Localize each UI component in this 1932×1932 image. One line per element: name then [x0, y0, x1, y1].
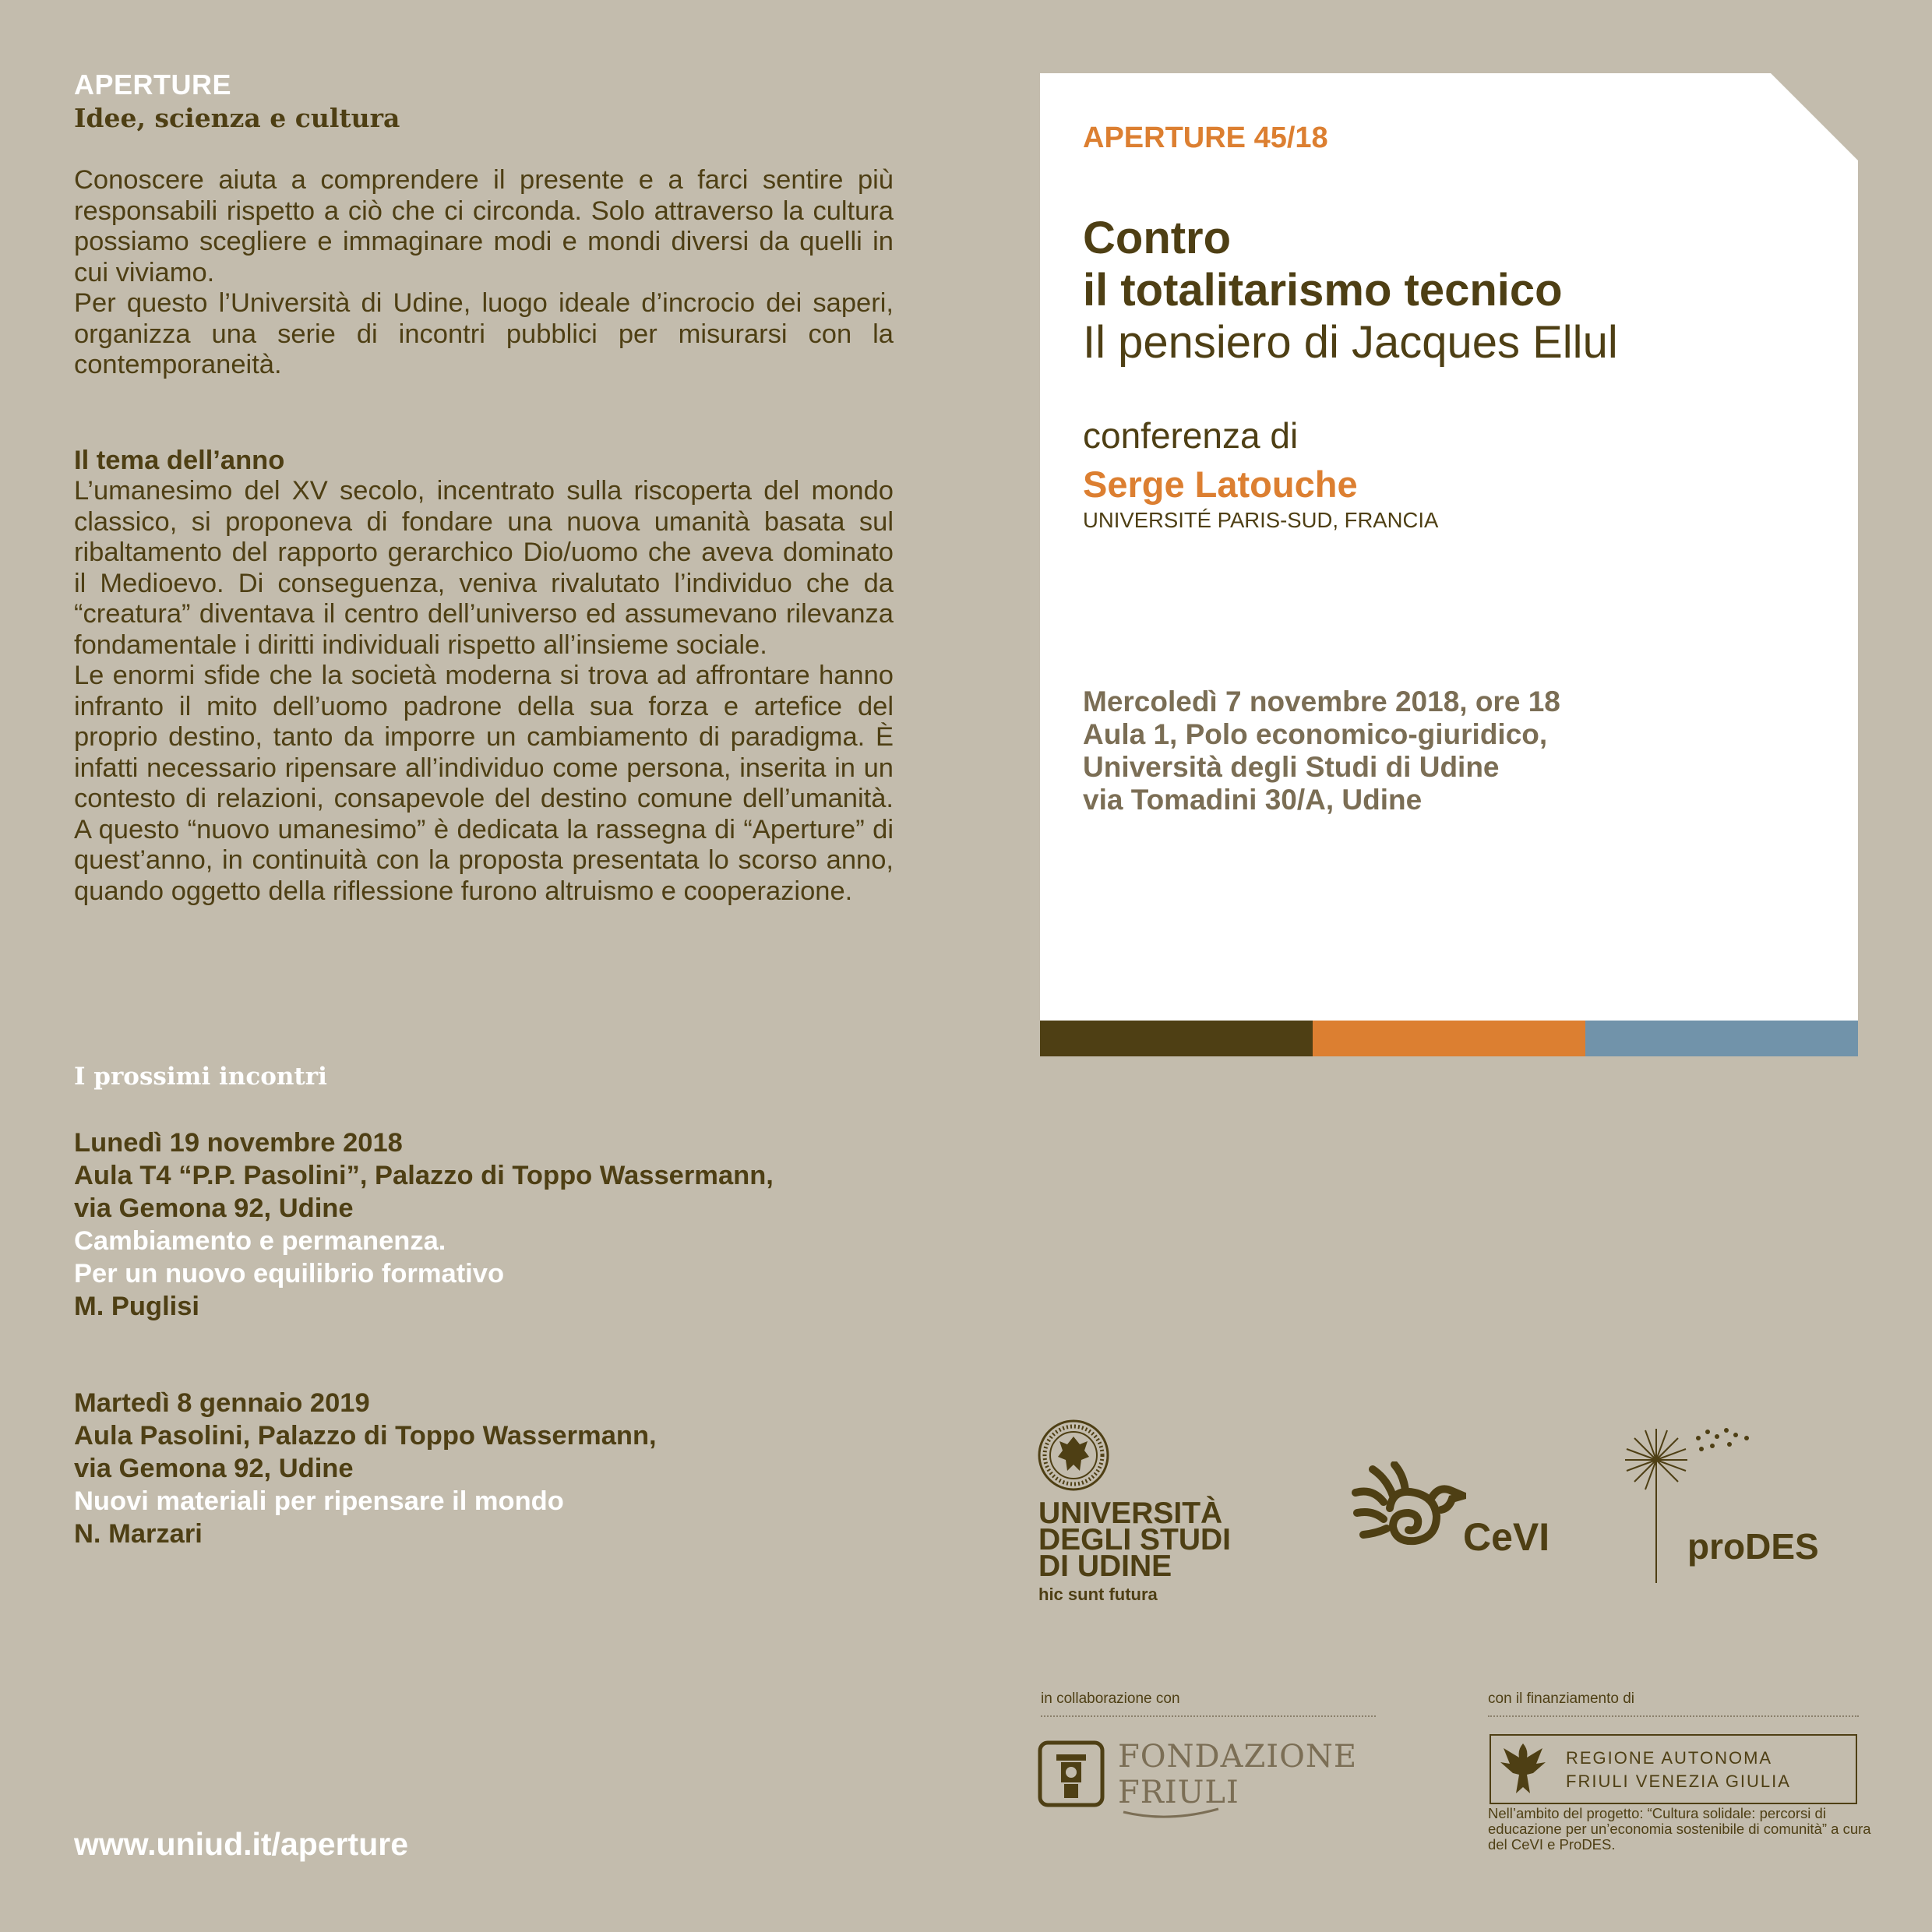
university-name-line: DEGLI STUDI	[1038, 1523, 1232, 1557]
speaker-affiliation: UNIVERSITÉ PARIS-SUD, FRANCIA	[1083, 508, 1439, 532]
event-date: Lunedì 19 novembre 2018	[74, 1128, 403, 1158]
series-title: APERTURE	[74, 69, 232, 100]
regione-name-line: REGIONE AUTONOMA	[1566, 1748, 1773, 1768]
event-card	[1040, 73, 1858, 1021]
regione-logo-text	[1566, 1747, 1791, 1793]
event-subtitle: Il pensiero di Jacques Ellul	[1083, 317, 1618, 368]
funding-label: con il finanziamento di	[1488, 1690, 1634, 1707]
event-speaker: N. Marzari	[74, 1519, 203, 1549]
fondazione-swoosh	[1122, 1806, 1223, 1823]
website-link[interactable]: www.uniud.it/aperture	[74, 1826, 408, 1862]
divider	[1488, 1715, 1859, 1717]
next-events-heading: I prossimi incontri	[74, 1063, 327, 1091]
color-bar-orange	[1313, 1021, 1585, 1056]
event-venue: Aula Pasolini, Palazzo di Toppo Wassermann,	[74, 1421, 657, 1451]
collaboration-label: in collaborazione con	[1041, 1690, 1180, 1707]
event-address: via Gemona 92, Udine	[74, 1193, 354, 1223]
eagle-icon	[1496, 1739, 1550, 1800]
series-subtitle: Idee, scienza e cultura	[74, 103, 400, 133]
regione-name-line: FRIULI VENEZIA GIULIA	[1566, 1772, 1791, 1791]
cevi-dove-hand-icon	[1349, 1461, 1466, 1555]
event-address: via Gemona 92, Udine	[74, 1454, 354, 1483]
event-institution: Università degli Studi di Udine	[1083, 751, 1500, 783]
university-motto: hic sunt futura	[1038, 1585, 1158, 1604]
color-bar-blue	[1585, 1021, 1858, 1056]
fondazione-name-line: FONDAZIONE	[1118, 1739, 1358, 1775]
event-item	[74, 1126, 774, 1323]
university-name-line: UNIVERSITÀ	[1038, 1497, 1223, 1530]
event-details	[1083, 686, 1560, 816]
event-address: via Tomadini 30/A, Udine	[1083, 784, 1423, 816]
cevi-logo-text: CeVI	[1463, 1515, 1550, 1559]
event-code: APERTURE 45/18	[1083, 122, 1328, 154]
event-title: Cambiamento e permanenza.	[74, 1226, 446, 1256]
color-bar-brown	[1040, 1021, 1313, 1056]
theme-paragraph: L’umanesimo del XV secolo, incentrato sulla riscoperta del mondo classico, si proponeva di fondare una nuova umanità basata sul ribaltamento del rapporto gerarchico Dio/uomo che aveva dominato il Medioevo. Di conseguenza, veniva rivalutato l’individuo che da “creatura” diventava il centro dell’universo ed assumevano rilevanza fondamentale i diritti individuali rispetto all’insieme sociale.	[74, 476, 894, 660]
fondazione-friuli-icon	[1038, 1740, 1105, 1807]
intro-text	[74, 165, 894, 381]
theme-heading: Il tema dell’anno	[74, 446, 285, 475]
event-title-line: il totalitarismo tecnico	[1083, 265, 1563, 316]
event-datetime: Mercoledì 7 novembre 2018, ore 18	[1083, 686, 1560, 717]
event-item	[74, 1387, 657, 1550]
event-title-line: Contro	[1083, 213, 1232, 263]
theme-paragraph: Le enormi sfide che la società moderna si trova ad affrontare hanno infranto il mito dell’uomo padrone della sua forza e artefice del proprio destino, tanto da imporre un cambiamento di paradigma. È infatti necessario ripensare all’individuo come persona, inserita in un contesto di relazioni, consapevole del destino comune dell’umanità. A questo “nuovo umanesimo” è dedicata la rassegna di “Aperture” di quest’anno, in continuità con la proposta presentata lo scorso anno, quando oggetto della riflessione furono altruismo e cooperazione.	[74, 661, 894, 906]
event-date: Martedì 8 gennaio 2019	[74, 1388, 370, 1418]
event-title: Per un nuovo equilibrio formativo	[74, 1259, 505, 1289]
event-speaker: M. Puglisi	[74, 1292, 200, 1321]
prodes-logo-text: proDES	[1687, 1526, 1819, 1567]
university-name-line: DI UDINE	[1038, 1549, 1172, 1583]
intro-paragraph: Conoscere aiuta a comprendere il presente e a farci sentire più responsabili rispetto a ciò che ci circonda. Solo attraverso la cultura possiamo scegliere e immaginare modi e mondi diversi da quelli in cui viviamo.	[74, 165, 894, 287]
conference-label: conferenza di	[1083, 415, 1299, 456]
speaker-name: Serge Latouche	[1083, 464, 1358, 505]
divider	[1041, 1715, 1376, 1717]
university-seal-icon	[1036, 1418, 1111, 1493]
event-venue: Aula 1, Polo economico-giuridico,	[1083, 718, 1548, 750]
fondazione-logo-text	[1118, 1739, 1357, 1810]
university-logo-text	[1038, 1497, 1232, 1583]
fondazione-name-line: FRIULI	[1118, 1775, 1239, 1810]
project-note: Nell’ambito del progetto: “Cultura solidale: percorsi di educazione per un’economia sostenibile di comunità” a cura del CeVI e ProDES.	[1488, 1805, 1871, 1853]
intro-paragraph: Per questo l’Università di Udine, luogo ideale d’incrocio dei saperi, organizza una serie di incontri pubblici per misurarsi con la contemporaneità.	[74, 288, 894, 379]
event-title: Nuovi materiali per ripensare il mondo	[74, 1486, 564, 1516]
theme-text	[74, 476, 894, 907]
event-venue: Aula T4 “P.P. Pasolini”, Palazzo di Toppo Wassermann,	[74, 1161, 774, 1190]
event-title-main	[1083, 212, 1563, 316]
